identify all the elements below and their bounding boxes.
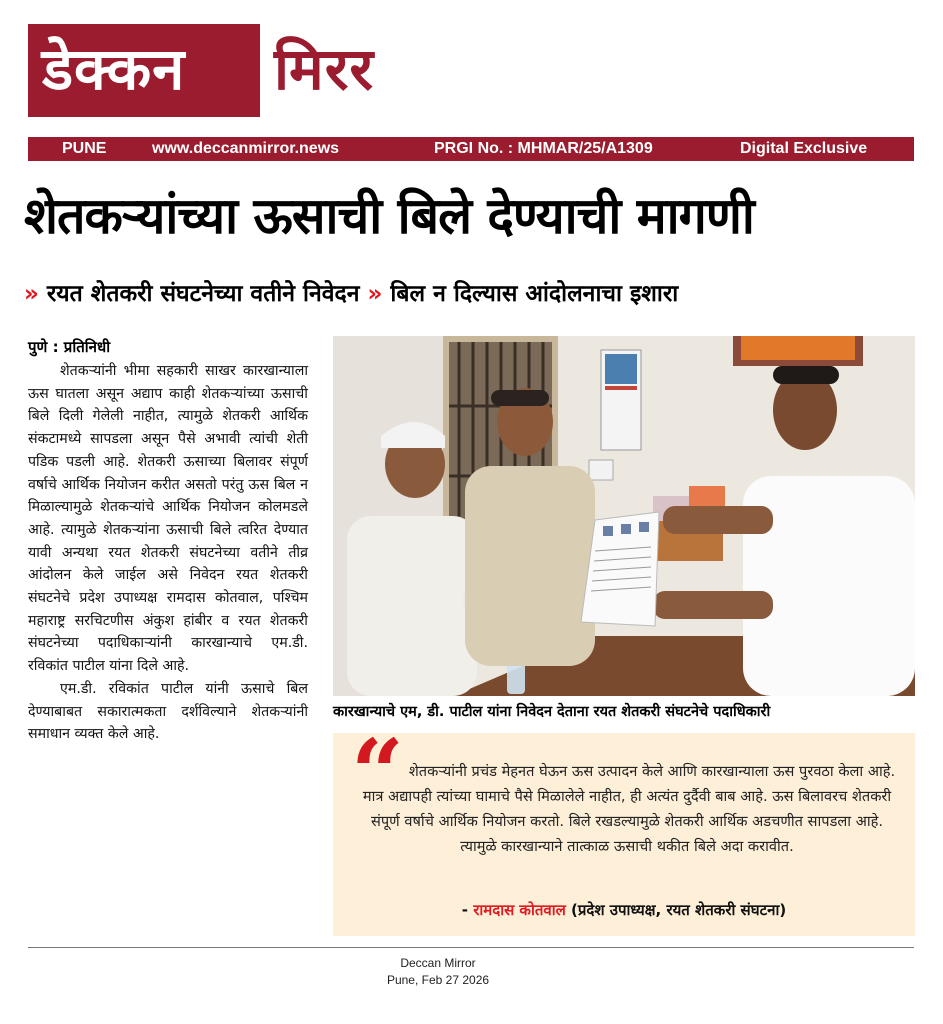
article-paragraph: एम.डी. रविकांत पाटील यांनी ऊसाचे बिल देण्याबाबत सकारात्मकता दर्शविल्याने शेतकऱ्यांनी समाधान व्यक्त केले आहे. xyxy=(28,680,308,743)
photo-illustration xyxy=(333,336,915,696)
digital-exclusive-label: Digital Exclusive xyxy=(740,140,868,157)
logo-box xyxy=(28,24,260,117)
website-link[interactable]: www.deccanmirror.news xyxy=(152,140,340,157)
byline: पुणे : प्रतिनिधी xyxy=(28,338,111,356)
info-bar xyxy=(28,137,914,161)
subheadline xyxy=(24,276,920,312)
prgi-number: PRGI No. : MHMAR/25/A1309 xyxy=(434,140,653,157)
headline: शेतकऱ्यांच्या ऊसाची बिले देण्याची मागणी xyxy=(24,187,754,245)
footer xyxy=(333,955,543,989)
article-paragraph: शेतकऱ्यांनी भीमा सहकारी साखर कारखान्याला ऊस घातला असून अद्याप काही शेतकऱ्यांच्या ऊसाची बिले दिली गेलेली नाहीत, त्यामुळे शेतकरी आर्थिक संकटामध्ये सापडला असून पैसे अभावी त्यांची शेती पडिक पडली आहे. शेतकरी ऊसाच्या बिलावर संपूर्ण वर्षाचे आर्थिक नियोजन करीत असतो परंतु ऊस बिल न मिळाल्यामुळे शेतकऱ्यांचे आर्थिक नियोजन कोलमडले आहे. त्यामुळे शेतकऱ्यांना ऊसाची बिले त्वरित देण्यात यावी अन्यथा रयत शेतकरी संघटनेच्या वतीने तीव्र आंदोलन केले जाईल असे निवेदन रयत शेतकरी संघटनेचे प्रदेश उपाध्यक्ष रामदास कोतवाल, पश्चिम महाराष्ट्र सरचिटणीस अंकुश हांबीर व रयत शेतकरी संघटनेच्या पदाधिकाऱ्यांनी कारखान्याचे एम.डी. रविकांत पाटील यांना दिले आहे. xyxy=(28,363,308,675)
chevron-double-right-icon: » xyxy=(24,281,39,307)
pull-quote xyxy=(333,719,915,936)
news-photo xyxy=(333,336,915,696)
logo-word-mirror: मिरर xyxy=(274,35,375,103)
subheadline-part-1: रयत शेतकरी संघटनेच्या वतीने निवेदन xyxy=(46,281,360,307)
quote-attribution xyxy=(333,900,915,920)
attribution-dash: - xyxy=(461,901,474,919)
logo-word-deccan: डेक्कन xyxy=(42,35,186,103)
attribution-name: रामदास कोतवाल xyxy=(473,901,566,919)
quote-mark-icon: “ xyxy=(351,719,404,827)
masthead xyxy=(28,24,914,110)
subheadline-part-2: बिल न दिल्यास आंदोलनाचा इशारा xyxy=(390,281,679,307)
attribution-role: (प्रदेश उपाध्यक्ष, रयत शेतकरी संघटना) xyxy=(565,901,787,919)
article-body xyxy=(28,360,308,746)
photo-caption: कारखान्याचे एम, डी. पाटील यांना निवेदन देताना रयत शेतकरी संघटनेचे पदाधिकारी xyxy=(333,704,771,720)
footer-publication: Deccan Mirror xyxy=(400,956,476,970)
chevron-double-right-icon: » xyxy=(367,281,383,307)
city-label: PUNE xyxy=(62,140,107,157)
quote-text: शेतकऱ्यांनी प्रचंड मेहनत घेऊन ऊस उत्पादन केले आणि कारखान्याला ऊस पुरवठा केला आहे. मात्र अद्यापही त्यांच्या घामाचे पैसे मिळालेले नाहीत, ही अत्यंत दुर्दैवी बाब आहे. ऊस बिलावरच शेतकरी संपूर्ण वर्षाचे आर्थिक नियोजन करतो. बिले रखडल्यामुळे शेतकरी आर्थिक अडचणीत सापडला आहे. त्यामुळे कारखान्याने तात्काळ ऊसाची थकीत बिले अदा करावीत. xyxy=(362,763,896,855)
footer-divider xyxy=(28,947,914,948)
footer-dateline: Pune, Feb 27 2026 xyxy=(386,973,490,987)
